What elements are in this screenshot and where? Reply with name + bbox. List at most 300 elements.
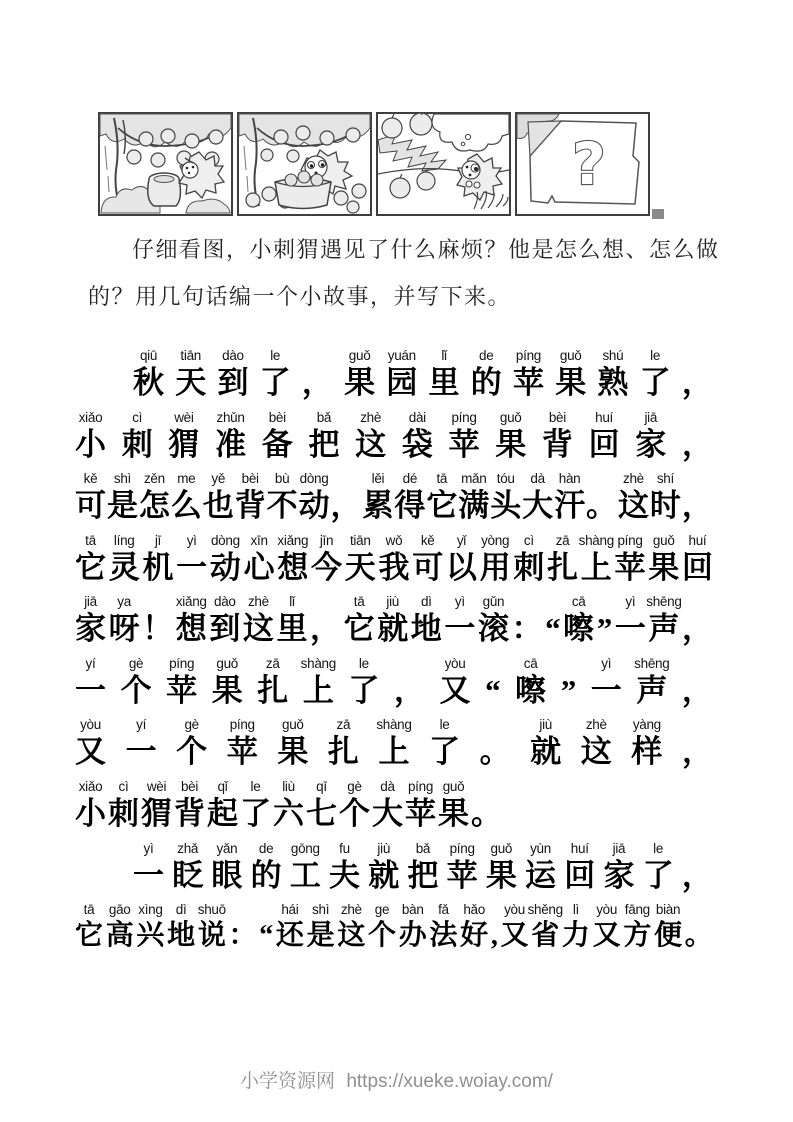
story-line xyxy=(75,902,713,952)
hanzi-with-pinyin xyxy=(522,471,553,525)
punctuation-mark xyxy=(229,902,257,952)
hanzi-with-pinyin xyxy=(623,902,651,952)
pinyin-annotation: xīn xyxy=(250,532,268,548)
pinyin-annotation: tā xyxy=(83,902,95,918)
pinyin-annotation: cì xyxy=(523,532,534,548)
punctuation-mark xyxy=(561,656,577,710)
hanzi-with-pinyin xyxy=(426,471,457,525)
pinyin-annotation: kě xyxy=(420,532,435,548)
pinyin-annotation: tā xyxy=(353,594,365,610)
hanzi-with-pinyin xyxy=(75,471,106,525)
footer-watermark xyxy=(0,1066,793,1093)
hanzi-character: 袋 xyxy=(401,426,433,462)
punctuation-mark xyxy=(682,594,713,648)
hanzi-character: 怎 xyxy=(138,488,170,524)
hanzi-with-pinyin xyxy=(277,717,308,771)
hanzi-character: 高 xyxy=(105,920,134,952)
pinyin-annotation: xìng xyxy=(138,902,163,918)
pinyin-annotation: jiā xyxy=(612,840,626,856)
hanzi-with-pinyin xyxy=(460,902,488,952)
punctuation-mark xyxy=(682,841,713,895)
pinyin-annotation: mǎn xyxy=(461,471,487,487)
pinyin-annotation: wèi xyxy=(174,409,194,425)
pinyin-annotation: shuō xyxy=(197,902,226,918)
hanzi-character: 果 xyxy=(438,796,469,832)
pinyin-annotation: zhè xyxy=(623,471,644,487)
punctuation-mark xyxy=(485,656,501,710)
prompt-line: 的？用几句话编一个小故事，并写下来。 xyxy=(88,284,512,309)
hanzi-character: ， xyxy=(681,734,713,770)
hanzi-character: 一 xyxy=(176,549,208,585)
pinyin-annotation: píng xyxy=(515,348,542,363)
hanzi-with-pinyin xyxy=(203,471,234,525)
pinyin-annotation: guǒ xyxy=(216,655,238,671)
hanzi-with-pinyin xyxy=(122,410,153,464)
hanzi-character: 的 xyxy=(470,365,502,400)
hanzi-with-pinyin xyxy=(368,841,399,895)
pinyin-annotation: yòu xyxy=(80,717,101,733)
pinyin-annotation: guǒ xyxy=(559,348,582,363)
hanzi-with-pinyin xyxy=(634,655,670,710)
pinyin-annotation: dé xyxy=(402,471,418,487)
pinyin-annotation: yùn xyxy=(530,840,551,856)
hanzi-character: 满 xyxy=(458,488,490,524)
pinyin-annotation: bèi xyxy=(548,409,566,425)
punctuation-mark xyxy=(259,902,273,952)
punctuation-mark xyxy=(597,594,613,648)
pinyin-annotation: píng xyxy=(229,717,255,733)
pinyin-annotation: zā xyxy=(265,655,280,671)
hanzi-character: 扎 xyxy=(257,672,289,708)
hanzi-with-pinyin xyxy=(300,655,336,710)
hanzi-character: 熟 xyxy=(597,365,629,400)
hanzi-with-pinyin xyxy=(175,348,206,402)
pinyin-annotation: le xyxy=(653,840,664,856)
hanzi-with-pinyin xyxy=(377,594,408,648)
hanzi-with-pinyin xyxy=(198,902,226,952)
hanzi-character: 汗 xyxy=(554,488,586,524)
hanzi-character: 的 xyxy=(250,857,282,893)
hanzi-with-pinyin xyxy=(308,410,339,464)
hanzi-character: 了 xyxy=(348,672,380,708)
hanzi-with-pinyin xyxy=(631,717,662,771)
hanzi-with-pinyin xyxy=(542,410,573,464)
hanzi-character: 还 xyxy=(275,920,304,952)
pinyin-annotation: zhè xyxy=(247,594,269,610)
hanzi-with-pinyin xyxy=(547,533,578,587)
hanzi-character: 猬 xyxy=(168,426,200,462)
hanzi-with-pinyin xyxy=(646,594,682,648)
hanzi-with-pinyin xyxy=(174,779,205,833)
hanzi-with-pinyin xyxy=(227,717,258,771)
hanzi-character: 刺 xyxy=(108,796,139,832)
hanzi-with-pinyin xyxy=(307,902,335,952)
pinyin-annotation: zhè xyxy=(340,902,362,918)
pinyin-annotation: bǎ xyxy=(415,840,431,856)
hanzi-character: 起 xyxy=(207,796,238,832)
hanzi-with-pinyin xyxy=(438,779,469,833)
hanzi-with-pinyin xyxy=(215,410,246,464)
hanzi-with-pinyin xyxy=(480,533,511,587)
comic-strip xyxy=(98,112,650,216)
hanzi-with-pinyin xyxy=(513,348,544,402)
hanzi-character: 苹 xyxy=(512,365,544,400)
hanzi-character: 上 xyxy=(302,672,334,708)
hanzi-with-pinyin xyxy=(458,471,489,525)
hanzi-with-pinyin xyxy=(176,594,207,648)
hanzi-character: 苹 xyxy=(614,549,646,585)
hanzi-character: 回 xyxy=(564,857,596,893)
hanzi-character: 地 xyxy=(410,611,442,647)
hanzi-with-pinyin xyxy=(166,656,197,710)
hanzi-with-pinyin xyxy=(654,902,682,952)
hanzi-with-pinyin xyxy=(527,902,563,952)
story-line xyxy=(75,533,713,587)
image-resize-handle[interactable] xyxy=(652,209,664,219)
hanzi-with-pinyin xyxy=(133,348,164,402)
hanzi-with-pinyin xyxy=(126,717,157,771)
hanzi-character: ” xyxy=(560,672,577,708)
pinyin-annotation: yì xyxy=(454,594,465,610)
hanzi-character: 回 xyxy=(681,549,713,585)
hanzi-character: ， xyxy=(681,426,713,462)
hanzi-with-pinyin xyxy=(75,410,106,464)
hanzi-character: 果 xyxy=(344,365,376,400)
hanzi-character: 也 xyxy=(202,488,234,524)
story-line xyxy=(75,594,713,648)
hanzi-character: ” xyxy=(596,611,613,647)
hanzi-character: 备 xyxy=(261,426,293,462)
pinyin-annotation: le xyxy=(270,348,281,363)
comic-panel-4 xyxy=(515,112,650,216)
hedgehog-thinking-illustration xyxy=(376,112,511,216)
hanzi-with-pinyin xyxy=(525,841,556,895)
pinyin-annotation: kě xyxy=(83,471,98,487)
hanzi-character: 果 xyxy=(495,426,527,462)
hanzi-with-pinyin xyxy=(299,471,330,525)
hanzi-character: 动 xyxy=(209,549,241,585)
pinyin-annotation: jiù xyxy=(539,717,553,733)
pinyin-annotation: shēng xyxy=(646,594,682,610)
hanzi-with-pinyin xyxy=(429,717,460,771)
hanzi-with-pinyin xyxy=(276,594,307,648)
pinyin-annotation: yàng xyxy=(632,717,661,733)
pinyin-annotation: tóu xyxy=(496,471,515,487)
hanzi-with-pinyin xyxy=(407,841,438,895)
punctuation-mark xyxy=(142,594,173,648)
pinyin-annotation: píng xyxy=(169,655,195,671)
pinyin-annotation: yì xyxy=(601,655,612,671)
pinyin-annotation: bǎ xyxy=(316,409,332,425)
hanzi-with-pinyin xyxy=(311,533,342,587)
pinyin-annotation: ge xyxy=(374,902,390,918)
hanzi-character: 这 xyxy=(617,488,649,524)
hanzi-character: ， xyxy=(301,365,333,400)
hanzi-with-pinyin xyxy=(447,841,478,895)
hanzi-with-pinyin xyxy=(362,471,393,525)
pinyin-annotation: le xyxy=(439,717,450,733)
pinyin-annotation: shì xyxy=(312,902,330,918)
hanzi-with-pinyin xyxy=(273,779,304,833)
hanzi-with-pinyin xyxy=(562,902,590,952)
hanzi-character: 背 xyxy=(541,426,573,462)
hanzi-with-pinyin xyxy=(257,656,288,710)
hanzi-character: 又 xyxy=(592,920,621,952)
pinyin-annotation: xiǎo xyxy=(78,409,103,425)
hanzi-with-pinyin xyxy=(235,471,266,525)
hanzi-character: 机 xyxy=(142,549,174,585)
hanzi-with-pinyin xyxy=(394,471,425,525)
hanzi-character: 果 xyxy=(555,365,587,400)
hanzi-with-pinyin xyxy=(344,594,375,648)
hanzi-character: 法 xyxy=(429,920,458,952)
story-line xyxy=(75,779,713,833)
pinyin-annotation: zhǔn xyxy=(216,409,245,425)
hanzi-with-pinyin xyxy=(141,779,172,833)
pinyin-annotation: yuán xyxy=(387,348,416,363)
hanzi-with-pinyin xyxy=(207,779,238,833)
hanzi-character: 它 xyxy=(75,920,104,952)
hanzi-with-pinyin xyxy=(593,902,621,952)
punctuation-mark xyxy=(491,902,498,952)
hanzi-character: ， xyxy=(681,488,713,524)
pinyin-annotation: le xyxy=(650,348,661,363)
hanzi-character: 又 xyxy=(75,734,106,770)
pinyin-annotation: bèi xyxy=(241,471,259,487)
pinyin-annotation: lěi xyxy=(371,471,385,487)
site-name: 小学资源网 xyxy=(240,1071,336,1092)
hanzi-with-pinyin xyxy=(555,348,586,402)
pinyin-annotation: bù xyxy=(274,471,290,487)
pinyin-annotation: bàn xyxy=(401,902,424,918)
hanzi-character: 里 xyxy=(428,365,460,400)
hanzi-with-pinyin xyxy=(578,532,614,587)
pinyin-annotation: fu xyxy=(339,840,350,856)
hanzi-character: 了 xyxy=(240,796,271,832)
hanzi-character: ， xyxy=(681,857,713,893)
pinyin-annotation: jiù xyxy=(377,840,391,856)
hanzi-with-pinyin xyxy=(615,533,646,587)
pinyin-annotation: xiǎng xyxy=(175,594,207,610)
hanzi-character: 一 xyxy=(133,857,164,893)
pinyin-annotation: de xyxy=(479,348,494,363)
pinyin-annotation: yí xyxy=(85,655,96,671)
pinyin-annotation: le xyxy=(358,655,369,671)
hanzi-with-pinyin xyxy=(449,410,480,464)
hanzi-character: 小 xyxy=(75,426,106,462)
hanzi-with-pinyin xyxy=(277,533,308,587)
punctuation-mark xyxy=(685,902,713,952)
punctuation-mark xyxy=(586,471,617,525)
hanzi-character: 果 xyxy=(211,672,243,708)
story-line xyxy=(75,471,713,525)
hanzi-with-pinyin xyxy=(121,656,152,710)
hanzi-character: 得 xyxy=(394,488,426,524)
pinyin-annotation: yòu xyxy=(444,655,466,671)
pinyin-annotation: huí xyxy=(570,840,589,856)
pinyin-annotation: píng xyxy=(451,409,477,425)
hanzi-character: 一 xyxy=(125,734,157,770)
hanzi-character: 地 xyxy=(167,920,196,952)
hanzi-character: 运 xyxy=(525,857,557,893)
hanzi-character: 。 xyxy=(684,920,713,952)
pinyin-annotation: jī xyxy=(154,532,162,548)
pinyin-annotation: xiǎo xyxy=(78,779,103,795)
pinyin-annotation: shú xyxy=(602,348,624,363)
prompt-line: 仔细看图，小刺猬遇见了什么麻烦？他是怎么想、怎么做 xyxy=(132,237,720,262)
pinyin-annotation: dà xyxy=(530,471,545,487)
pinyin-annotation: hái xyxy=(281,902,299,918)
story-line xyxy=(75,656,713,710)
hanzi-character: 上 xyxy=(378,734,410,770)
hanzi-character: ， xyxy=(681,365,713,400)
hanzi-character: 样 xyxy=(631,734,663,770)
pinyin-annotation: gè xyxy=(128,655,144,671)
hanzi-with-pinyin xyxy=(75,533,106,587)
pinyin-annotation: yì xyxy=(143,840,154,856)
hanzi-with-pinyin xyxy=(412,533,443,587)
hanzi-character: 上 xyxy=(580,549,612,585)
hanzi-character: 想 xyxy=(175,611,207,647)
pinyin-annotation: guǒ xyxy=(499,409,522,425)
pinyin-annotation: líng xyxy=(113,532,135,548)
hanzi-with-pinyin xyxy=(217,348,248,402)
hanzi-character: 工 xyxy=(289,857,321,893)
story-line xyxy=(75,348,713,402)
hanzi-character: 家 xyxy=(75,611,106,647)
hanzi-character: 。 xyxy=(586,488,617,524)
pinyin-annotation: yǐ xyxy=(456,532,466,548)
hanzi-with-pinyin xyxy=(176,717,207,771)
hanzi-character: 把 xyxy=(308,426,340,462)
hanzi-with-pinyin xyxy=(446,533,477,587)
hanzi-character: 一 xyxy=(590,672,622,708)
pinyin-annotation: yì xyxy=(625,594,636,610)
hanzi-character: 了 xyxy=(429,734,461,770)
pinyin-annotation: cì xyxy=(132,409,143,425)
pinyin-annotation: ya xyxy=(117,594,131,610)
hanzi-with-pinyin xyxy=(344,348,375,402)
hanzi-with-pinyin xyxy=(306,779,337,833)
pinyin-annotation: yòu xyxy=(596,902,618,918)
punctuation-mark xyxy=(545,594,561,648)
hanzi-with-pinyin xyxy=(471,348,502,402)
hanzi-character: 我 xyxy=(378,549,410,585)
hanzi-character: 。 xyxy=(471,796,502,832)
hanzi-with-pinyin xyxy=(329,841,360,895)
writing-prompt xyxy=(88,226,718,320)
hanzi-character: 苹 xyxy=(166,672,198,708)
hanzi-with-pinyin xyxy=(251,841,282,895)
hanzi-character: ， xyxy=(681,672,713,708)
hanzi-character: 想 xyxy=(277,549,309,585)
hanzi-with-pinyin xyxy=(650,471,681,525)
pinyin-annotation: tiān xyxy=(349,532,371,548)
hanzi-with-pinyin xyxy=(513,533,544,587)
pinyin-annotation: zěn xyxy=(143,471,165,487)
hanzi-character: 头 xyxy=(490,488,522,524)
hanzi-with-pinyin xyxy=(243,594,274,648)
punctuation-mark xyxy=(512,594,543,648)
punctuation-mark xyxy=(331,471,362,525)
hanzi-with-pinyin xyxy=(589,410,620,464)
pinyin-annotation: me xyxy=(177,471,196,487)
hanzi-character: 夫 xyxy=(329,857,361,893)
hanzi-with-pinyin xyxy=(106,902,134,952)
hanzi-character: 这 xyxy=(580,734,612,770)
hanzi-character: 大 xyxy=(522,488,554,524)
pinyin-annotation: yòu xyxy=(504,902,525,918)
question-mark-glyph: ? xyxy=(572,130,606,198)
hanzi-character: 又 xyxy=(439,672,471,708)
pinyin-annotation: dì xyxy=(175,902,187,918)
hanzi-character: 今 xyxy=(311,549,343,585)
hanzi-character: 嚓 xyxy=(515,672,547,708)
hanzi-with-pinyin xyxy=(501,902,529,952)
pinyin-annotation: yǎn xyxy=(216,840,238,856)
punctuation-mark xyxy=(682,410,713,464)
punctuation-mark xyxy=(480,717,511,771)
hanzi-character: 省 xyxy=(531,920,560,952)
hanzi-character: 声 xyxy=(636,672,668,708)
comic-panel-3 xyxy=(376,112,511,216)
hanzi-with-pinyin xyxy=(171,471,202,525)
site-url: https://xueke.woiay.com/ xyxy=(346,1071,553,1092)
hanzi-with-pinyin xyxy=(618,471,649,525)
pinyin-annotation: bèi xyxy=(180,779,199,795)
hanzi-character: , xyxy=(490,920,498,952)
pinyin-annotation: qī xyxy=(316,779,327,795)
comic-panel-2 xyxy=(237,112,372,216)
hanzi-character: 它 xyxy=(75,549,106,585)
hanzi-with-pinyin xyxy=(328,717,359,771)
hanzi-with-pinyin xyxy=(337,902,365,952)
story-line xyxy=(75,841,713,895)
hanzi-character: 扎 xyxy=(547,549,579,585)
pinyin-annotation: wèi xyxy=(146,779,167,795)
hanzi-character: 它 xyxy=(343,611,375,647)
pinyin-annotation: dào xyxy=(214,594,236,610)
hanzi-character: 背 xyxy=(174,796,205,832)
pinyin-annotation: qǐ xyxy=(217,779,228,795)
hanzi-with-pinyin xyxy=(478,594,509,648)
hanzi-character: ！ xyxy=(142,611,174,647)
hanzi-character: 一 xyxy=(614,611,646,647)
hanzi-character: 家 xyxy=(635,426,667,462)
hanzi-character: 心 xyxy=(243,549,275,585)
pinyin-annotation: zhǎ xyxy=(177,840,199,856)
hanzi-character: 。 xyxy=(479,734,511,770)
hanzi-with-pinyin xyxy=(210,533,241,587)
hanzi-with-pinyin xyxy=(172,841,203,895)
pinyin-annotation: dài xyxy=(408,409,426,425)
hanzi-character: 滚 xyxy=(477,611,509,647)
hanzi-with-pinyin xyxy=(411,594,442,648)
hanzi-with-pinyin xyxy=(176,533,207,587)
hanzi-character: ， xyxy=(393,672,425,708)
hanzi-character: 果 xyxy=(277,734,309,770)
hanzi-character: 好 xyxy=(460,920,489,952)
hanzi-character: 大 xyxy=(372,796,403,832)
hanzi-character: 便 xyxy=(654,920,683,952)
hanzi-with-pinyin xyxy=(267,471,298,525)
pinyin-annotation: wǒ xyxy=(385,532,403,548)
hanzi-character: 时 xyxy=(649,488,681,524)
hanzi-character: 把 xyxy=(407,857,439,893)
pinyin-annotation: píng xyxy=(449,840,475,856)
pinyin-annotation: shì xyxy=(113,471,131,487)
pinyin-annotation: guǒ xyxy=(652,532,675,548)
